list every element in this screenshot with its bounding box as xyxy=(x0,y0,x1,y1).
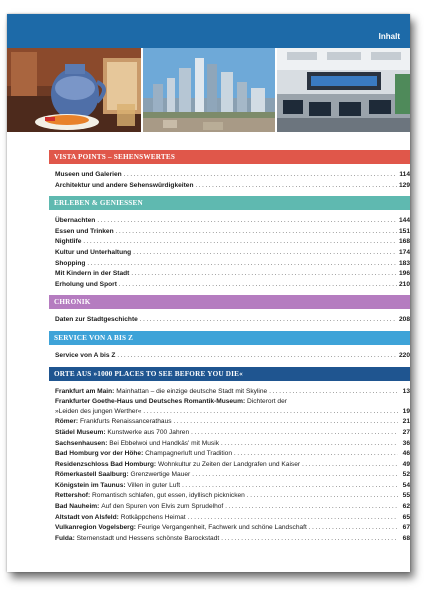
entry-title: Architektur und andere Sehenswürdigkeiten xyxy=(55,181,194,189)
section-entries xyxy=(49,309,410,331)
section-entries xyxy=(49,164,410,196)
toc-entry[interactable] xyxy=(55,481,410,492)
dot-leader xyxy=(191,429,398,439)
toc-entry[interactable] xyxy=(55,237,410,248)
toc-entry[interactable] xyxy=(55,280,410,291)
page-number: 46 xyxy=(402,450,410,458)
toc-entry-continued[interactable] xyxy=(55,407,410,418)
section-heading: CHRONIK xyxy=(49,295,410,309)
toc-section xyxy=(49,150,410,196)
entry-title: Rettershof: xyxy=(55,492,91,500)
dot-leader xyxy=(117,352,397,362)
page-number: 21 xyxy=(402,418,410,426)
toc-entry[interactable] xyxy=(55,523,410,534)
dot-leader xyxy=(234,450,398,460)
page-number: 54 xyxy=(402,481,410,489)
page-number: 210 xyxy=(398,280,410,288)
entry-subtitle: Rotkäppchens Heimat xyxy=(120,513,186,521)
dot-leader xyxy=(83,238,397,248)
dot-leader xyxy=(188,514,398,524)
toc-entry[interactable] xyxy=(55,269,410,280)
dot-leader xyxy=(221,535,398,545)
page-number: 114 xyxy=(399,171,410,178)
dot-leader xyxy=(174,418,398,428)
dot-leader xyxy=(302,461,398,471)
entry-subtitle: Champagnerluft und Tradition xyxy=(145,450,233,458)
page-number: 65 xyxy=(402,513,410,521)
page-number: 55 xyxy=(402,492,410,500)
dot-leader xyxy=(133,249,397,259)
dot-leader xyxy=(247,492,398,502)
dot-leader xyxy=(196,182,397,192)
toc-entry[interactable] xyxy=(55,428,410,439)
dot-leader xyxy=(87,260,397,270)
toc-entry[interactable] xyxy=(55,460,410,471)
section-entries xyxy=(49,210,410,295)
entry-subtitle: Grenzwertige Mauer xyxy=(130,471,191,479)
toc-entry[interactable] xyxy=(55,449,410,460)
dot-leader xyxy=(119,281,397,291)
entry-title: Shopping xyxy=(55,259,86,267)
entry-title: Residenzschloss Bad Homburg: xyxy=(55,460,157,468)
section-heading: SERVICE VON A BIS Z xyxy=(49,331,410,345)
toc-entry[interactable] xyxy=(55,216,410,227)
book-page xyxy=(7,14,410,572)
dot-leader xyxy=(192,471,398,481)
page-number: 52 xyxy=(402,471,410,479)
entry-subtitle: Villen in guter Luft xyxy=(127,481,181,489)
entry-title: Fulda: xyxy=(55,534,75,542)
toc-entry[interactable] xyxy=(55,534,410,545)
dot-leader xyxy=(143,408,398,418)
toc-entry[interactable] xyxy=(55,502,410,513)
dot-leader xyxy=(225,503,398,513)
entry-subtitle: Kunstwerke aus 700 Jahren xyxy=(107,428,190,436)
toc-entry[interactable] xyxy=(55,470,410,481)
entry-title: Königstein im Taunus: xyxy=(55,481,126,489)
dot-leader xyxy=(221,440,398,450)
entry-title: Übernachten xyxy=(55,217,96,225)
entry-title: Römerkastell Saalburg: xyxy=(55,471,129,479)
entry-title: Altstadt von Alsfeld: xyxy=(55,513,119,521)
section-heading: ORTE AUS »1000 PLACES TO SEE BEFORE YOU DIE« xyxy=(49,367,410,381)
toc-section xyxy=(49,331,410,367)
entry-subtitle: Dichterort der xyxy=(247,398,287,406)
toc-entry[interactable] xyxy=(55,259,410,270)
entry-title: Mit Kindern in der Stadt xyxy=(55,270,130,278)
toc-entry[interactable] xyxy=(55,513,410,524)
toc-entry[interactable] xyxy=(55,439,410,450)
section-entries xyxy=(49,381,410,550)
entry-title: Römer: xyxy=(55,418,79,426)
page-number: 144 xyxy=(398,217,410,225)
page-number: 49 xyxy=(402,460,410,468)
entry-subtitle: Feurige Vergangenheit, Fachwerk und schöne Landschaft xyxy=(137,524,307,532)
dot-leader xyxy=(97,217,397,227)
page-number: 19 xyxy=(402,407,410,415)
entry-title: Frankfurt am Main: xyxy=(55,387,115,395)
toc-section xyxy=(49,196,410,295)
entry-subtitle: Bei Ebbelwoi und Handkäs' mit Musik xyxy=(109,439,219,447)
entry-subtitle: Romantisch schlafen, gut essen, idyllisch picknicken xyxy=(92,492,245,500)
header-bar xyxy=(7,14,410,48)
photo-strip xyxy=(7,48,410,132)
page-number: 27 xyxy=(402,428,410,436)
toc-section xyxy=(49,295,410,331)
dot-leader xyxy=(309,524,398,534)
section-heading: VISTA POINTS – SEHENSWERTES xyxy=(49,150,410,164)
entry-title: Frankfurter Goethe-Haus und Deutsches Romantik-Museum: xyxy=(55,398,246,406)
page-number: 183 xyxy=(398,259,410,267)
toc-entry[interactable] xyxy=(55,170,410,181)
entry-subtitle-continued: »Leiden des jungen Werther« xyxy=(55,407,142,415)
page-number: 174 xyxy=(398,248,410,256)
page-number: 67 xyxy=(402,524,410,532)
contents-label: Inhalt xyxy=(378,32,400,41)
trading-floor-photo xyxy=(277,48,410,132)
dot-leader xyxy=(124,171,398,181)
entry-title: Daten zur Stadtgeschichte xyxy=(55,316,138,324)
dot-leader xyxy=(140,316,397,326)
toc-entry[interactable] xyxy=(55,315,410,326)
entry-title: Bad Homburg vor der Höhe: xyxy=(55,450,144,458)
skyline-photo xyxy=(143,48,275,132)
entry-subtitle: Auf den Spuren von Elvis zum Sprudelhof xyxy=(101,503,224,511)
page-number: 208 xyxy=(398,316,410,324)
entry-title: Kultur und Unterhaltung xyxy=(55,248,132,256)
page-number: 196 xyxy=(398,270,410,278)
entry-title: Essen und Trinken xyxy=(55,227,114,235)
entry-subtitle: Mainhattan – die einzige deutsche Stadt mit Skyline xyxy=(116,387,268,395)
toc-section xyxy=(49,367,410,550)
entry-title: Erholung und Sport xyxy=(55,280,117,288)
entry-subtitle: Frankfurts Renaissancerathaus xyxy=(79,418,172,426)
entry-title: Service von A bis Z xyxy=(55,351,116,359)
page-number: 13 xyxy=(402,387,410,395)
page-number: 68 xyxy=(402,534,410,542)
toc-entry[interactable] xyxy=(55,227,410,238)
page-number: 129 xyxy=(398,181,410,189)
toc-entry[interactable] xyxy=(55,397,410,407)
page-number: 168 xyxy=(398,238,410,246)
entry-subtitle: Sternenstadt und Hessens schönste Barockstadt xyxy=(76,534,220,542)
entry-title: Bad Nauheim: xyxy=(55,503,100,511)
page-number: 151 xyxy=(398,227,410,235)
entry-title: Nightlife xyxy=(55,238,82,246)
dot-leader xyxy=(182,482,398,492)
page-number: 220 xyxy=(398,351,410,359)
dot-leader xyxy=(269,388,398,398)
entry-title: Vulkanregion Vogelsberg: xyxy=(55,524,136,532)
table-of-contents xyxy=(49,150,410,549)
page-number: 36 xyxy=(402,439,410,447)
toc-entry[interactable] xyxy=(55,491,410,502)
dot-leader xyxy=(131,270,397,280)
toc-entry[interactable] xyxy=(55,248,410,259)
still-life-photo xyxy=(7,48,141,132)
toc-entry[interactable] xyxy=(55,351,410,362)
entry-title: Museen und Galerien xyxy=(55,171,122,178)
toc-entry[interactable] xyxy=(55,387,410,398)
dot-leader xyxy=(116,228,397,238)
section-entries xyxy=(49,345,410,367)
section-heading: ERLEBEN & GENIESSEN xyxy=(49,196,410,210)
entry-title: Sachsenhausen: xyxy=(55,439,108,447)
entry-title: Städel Museum: xyxy=(55,428,106,436)
toc-entry[interactable] xyxy=(55,181,410,192)
toc-entry[interactable] xyxy=(55,417,410,428)
entry-subtitle: Wohnkultur zu Zeiten der Landgrafen und Kaiser xyxy=(157,460,301,468)
page-number: 62 xyxy=(402,503,410,511)
